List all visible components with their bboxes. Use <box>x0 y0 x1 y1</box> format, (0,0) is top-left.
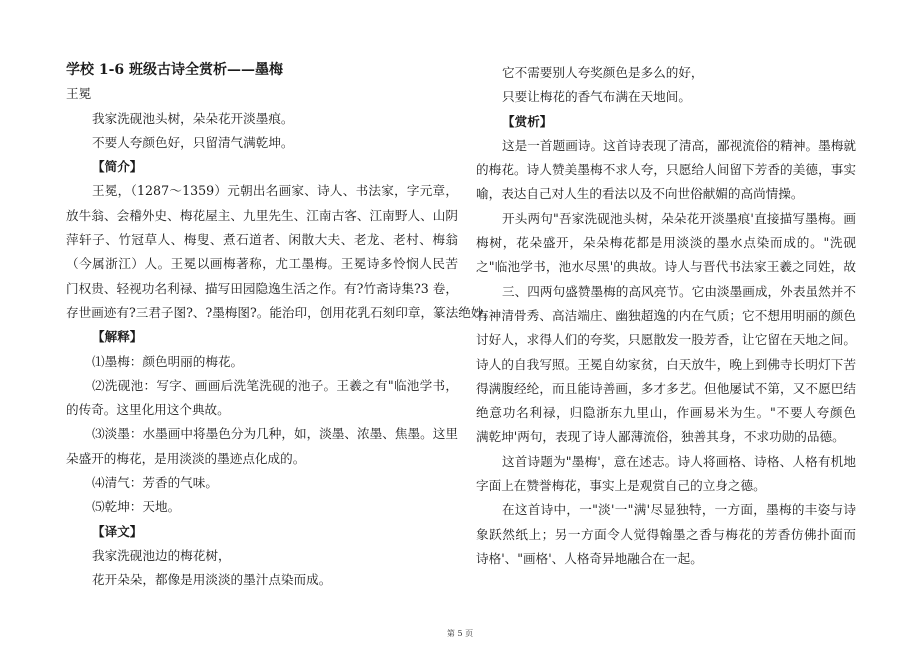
text-line: 门权贵、轻视功名利禄、描写田园隐逸生活之作。有?竹斋诗集?3 卷， <box>66 280 458 296</box>
text-line: ⑵洗砚池：写字、画画后洗笔洗砚的池子。王羲之有"临池学书， <box>92 377 458 393</box>
text-line: 这是一首题画诗。这首诗表现了清高，鄙视流俗的精神。墨梅就 <box>502 137 856 153</box>
text-line: 梅树，花朵盛开，朵朵梅花都是用淡淡的墨水点染而成的。"洗砚 <box>476 235 856 251</box>
text-line: ⑸乾坤：天地。 <box>92 499 181 515</box>
text-line: 在这首诗中，一"淡'一"满'尽显独特，一方面，墨梅的丰姿与诗 <box>502 502 856 518</box>
text-line: 开头两句"吾家洗砚池头树，朵朵花开淡墨痕'直接描写墨梅。画 <box>502 210 856 226</box>
text-line: 存世画迹有?三君子图?、?墨梅图?。能治印，创用花乳石刻印章，篆法绝妙。 <box>66 304 497 320</box>
section-heading: 【译文】 <box>92 523 143 539</box>
text-line: （今属浙江）人。王冕以画梅著称，尤工墨梅。王冕诗多怜悯人民苦 <box>66 256 458 272</box>
text-line: 有神清骨秀、高洁端庄、幽独超逸的内在气质；它不想用明丽的颜色 <box>476 307 856 323</box>
text-line: 它不需要别人夸奖颜色是多么的好， <box>502 65 704 80</box>
text-line: 的梅花。诗人赞美墨梅不求人夸，只愿给人间留下芳香的美德，事实 <box>476 162 856 178</box>
text-line: 只要让梅花的香气布满在天地间。 <box>502 89 691 105</box>
text-line: 花开朵朵，都像是用淡淡的墨汁点染而成。 <box>92 572 332 588</box>
section-heading: 【解释】 <box>92 329 143 345</box>
text-line: 萍轩子、竹冠草人、梅叟、煮石道者、闲散大夫、老龙、老村、梅翁 <box>66 232 458 248</box>
text-line: 讨好人，求得人们的夸奖，只愿散发一股芳香，让它留在天地之间。 <box>476 332 856 348</box>
text-line: 诗人的自我写照。王冕自幼家贫，白天放牛，晚上到佛寺长明灯下苦 <box>476 356 856 372</box>
text-line: 我家洗砚池边的梅花树， <box>92 547 231 563</box>
text-line: 三、四两句盛赞墨梅的高风亮节。它由淡墨画成，外表虽然并不 <box>502 283 856 299</box>
right-column <box>476 61 856 571</box>
text-line: 得满腹经纶，而且能诗善画，多才多艺。但他屡试不第，又不愿巴结 <box>476 380 856 396</box>
text-line: 我家洗砚池头树，朵朵花开淡墨痕。 <box>92 110 294 126</box>
text-line: 不要人夸颜色好，只留清气满乾坤。 <box>92 134 294 150</box>
section-heading: 【简介】 <box>92 159 143 175</box>
document-title: 学校 1-6 班级古诗全赏析——墨梅 <box>66 62 284 78</box>
text-line: 喻，表达自己对人生的看法以及不向世俗献媚的高尚情操。 <box>476 186 804 202</box>
text-line: 诗格'、"画格'、人格奇异地融合在一起。 <box>476 550 703 566</box>
text-line: 绝意功名利禄，归隐浙东九里山，作画易米为生。"不要人夸颜色 <box>476 405 856 421</box>
text-line: 朵盛开的梅花，是用淡淡的墨迹点化成的。 <box>66 450 306 466</box>
text-line: 之"临池学书，池水尽黑'的典故。诗人与晋代书法家王羲之同姓，故 <box>476 259 856 275</box>
text-line: 字面上在赞誉梅花，事实上是观赏自己的立身之德。 <box>476 478 766 494</box>
text-line: 满乾坤'两句，表现了诗人鄙薄流俗，独善其身，不求功勋的品德。 <box>476 429 845 445</box>
text-line: ⑴墨梅：颜色明丽的梅花。 <box>92 353 244 369</box>
page-number: 第 5 页 <box>446 629 474 638</box>
left-column <box>66 58 497 593</box>
text-line: 王冕 <box>66 86 92 102</box>
text-line: ⑷清气：芳香的气味。 <box>92 475 218 491</box>
text-line: 放牛翁、会稽外史、梅花屋主、九里先生、江南古客、江南野人、山阴 <box>66 207 458 223</box>
text-line: 这首诗题为"墨梅'，意在述志。诗人将画格、诗格、人格有机地 <box>502 453 856 469</box>
text-line: 象跃然纸上；另一方面令人觉得翰墨之香与梅花的芳香仿佛扑面而 <box>476 526 856 542</box>
section-heading: 【赏析】 <box>502 113 553 129</box>
text-line: ⑶淡墨：水墨画中将墨色分为几种，如，淡墨、浓墨、焦墨。这里 <box>92 426 458 442</box>
text-line: 的传奇。这里化用这个典故。 <box>66 402 230 418</box>
text-line: 王冕，（1287～1359）元朝出名画家、诗人、书法家，字元章， <box>92 183 458 199</box>
